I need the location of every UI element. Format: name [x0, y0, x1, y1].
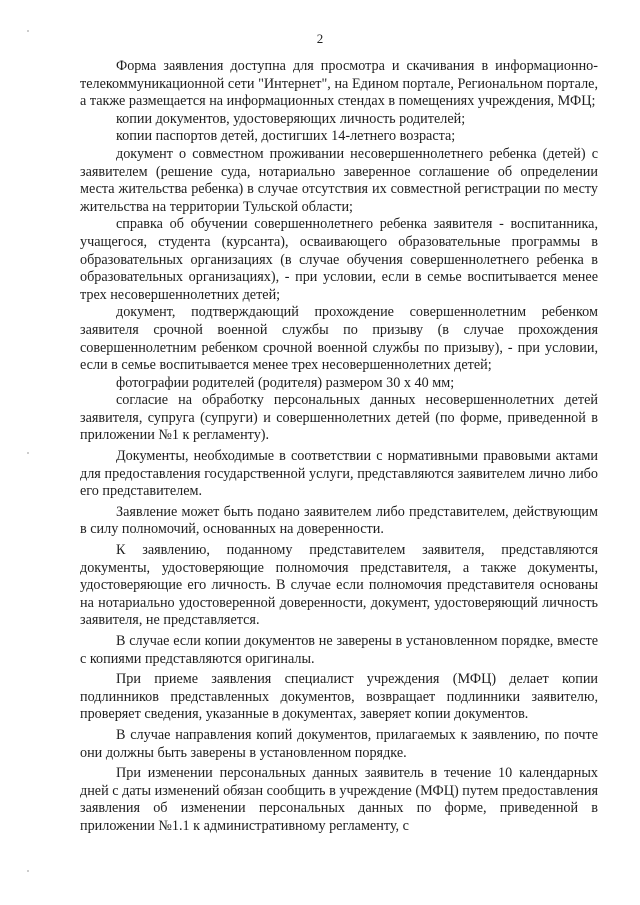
list-item-parent-id-copies: копии документов, удостоверяющих личность родителей; [116, 110, 466, 127]
list-item-study-certificate: справка об обучении совершеннолетнего ребенка заявителя - воспитанника, учащегося, студента (курсанта), осваивающего образовательные программы в образовательных организациях (в случае обучения совершеннолетнего ребенка в образовательных организациях), - при условии, если в семье воспитывается менее трех несовершеннолетних детей; [80, 216, 598, 303]
scan-margin-mark [27, 452, 29, 454]
list-item-military-service-document: документ, подтверждающий прохождение совершеннолетним ребенком заявителя срочной военной службы по призыву (в случае прохождения совершеннолетним ребенком срочной военной службы по призыву), - при условии, если в семье воспитывается менее трех несовершеннолетних детей; [80, 304, 598, 374]
paragraph-specialist-copies: При приеме заявления специалист учреждения (МФЦ) делает копии подлинников представленных документов, возвращает подлинники заявителю, проверяет сведения, указанные в документах, заверяет копии документов. [80, 671, 598, 723]
scan-margin-mark [27, 870, 29, 872]
paragraph-personal-data-change: При изменении персональных данных заявитель в течение 10 календарных дней с даты изменений обязан сообщить в учреждение (МФЦ) путем предоставления заявления об изменении персональных данных по форме, приведенной в приложении №1.1 к административному регламенту, с [80, 765, 598, 834]
paragraph-uncertified-copies: В случае если копии документов не заверены в установленном порядке, вместе с копиями представляются оригиналы. [80, 633, 598, 667]
document-body [80, 58, 598, 836]
list-item-parent-photos: фотографии родителей (родителя) размером 30 х 40 мм; [116, 374, 455, 391]
paragraph-representative-submission: Заявление может быть подано заявителем либо представителем, действующим в силу полномочий, основанных на доверенности. [80, 503, 598, 538]
scan-margin-mark [27, 30, 29, 32]
list-item-cohabitation-document: документ о совместном проживании несовершеннолетнего ребенка (детей) с заявителем (решение суда, нотариально заверенное соглашение об определении места жительства ребенка) в случае отсутствия их совместной регистрации по месту жительства на территории Тульской области; [80, 145, 598, 215]
list-item-data-processing-consent: согласие на обработку персональных данных несовершеннолетних детей заявителя, супруга (супруги) и совершеннолетних детей (по форме, приведенной в приложении №1 к регламенту). [80, 392, 598, 444]
page-number: 2 [316, 31, 324, 46]
list-item-child-passport-copies: копии паспортов детей, достигших 14-летнего возраста; [116, 128, 456, 145]
paragraph-representative-documents: К заявлению, поданному представителем заявителя, представляются документы, удостоверяющие полномочия представителя, а также документы, удостоверяющие его личность. В случае если полномочия представителя основаны на нотариально удостоверенной доверенности, документ, удостоверяющий личность заявителя, не представляется. [80, 542, 598, 629]
paragraph-documents-submission: Документы, необходимые в соответствии с нормативными правовыми актами для предоставления государственной услуги, представляются заявителем лично либо его представителем. [80, 448, 598, 500]
paragraph-application-form: Форма заявления доступна для просмотра и скачивания в информационно-телекоммуникационной сети "Интернет", на Едином портале, Региональном портале, а также размещается на информационных стендах в помещениях учреждения, МФЦ; [80, 58, 598, 110]
paragraph-mailed-copies: В случае направления копий документов, прилагаемых к заявлению, по почте они должны быть заверены в установленном порядке. [80, 726, 598, 761]
